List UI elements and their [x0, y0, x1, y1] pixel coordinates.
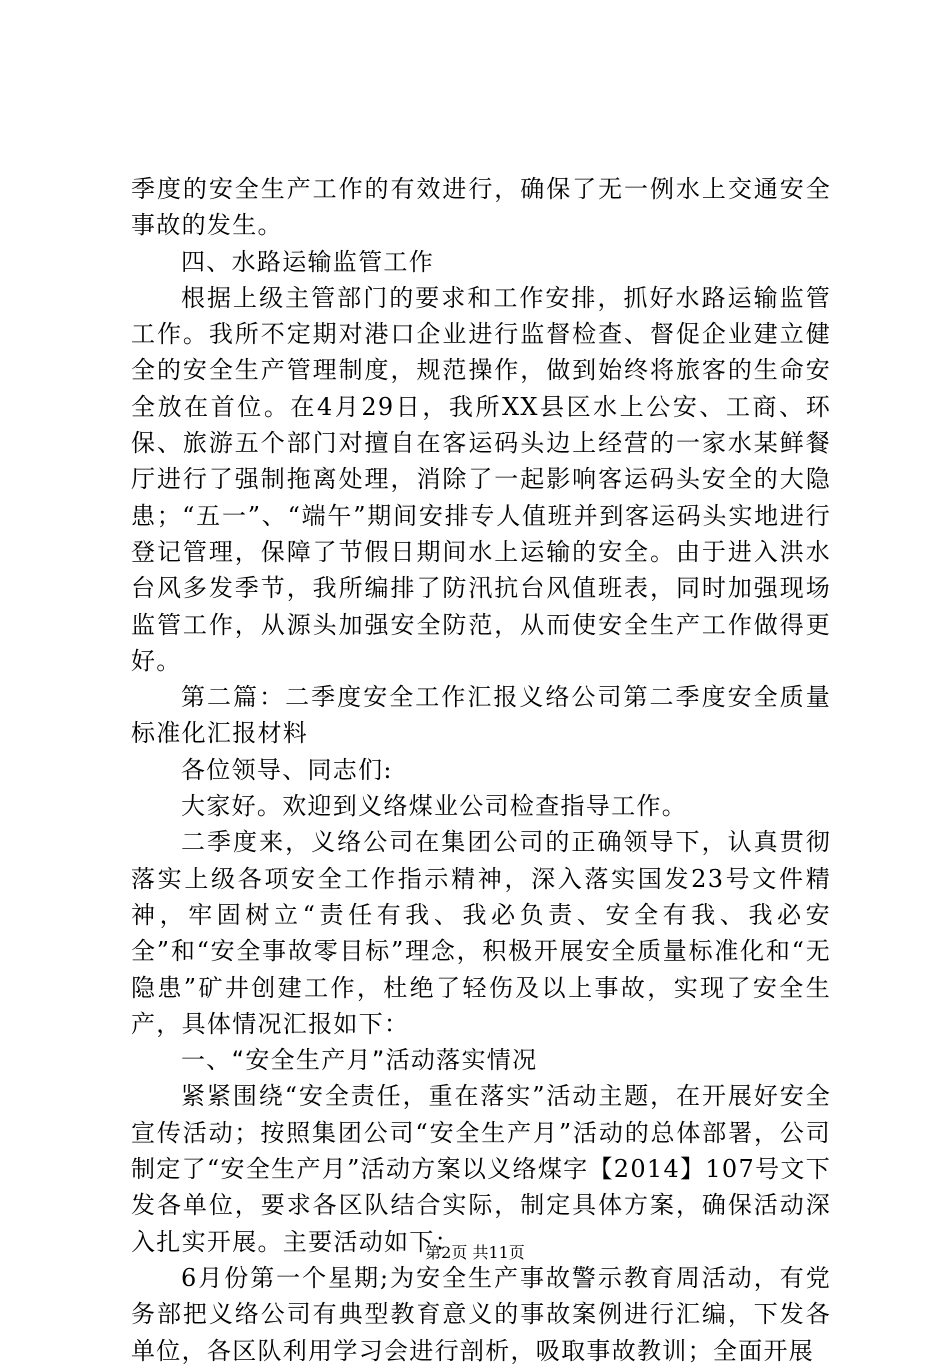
paragraph: 季度的安全生产工作的有效进行，确保了无一例水上交通安全事故的发生。 [131, 175, 831, 240]
section-heading: 四、水路运输监管工作 [181, 247, 434, 276]
paragraph: 二季度来，义络公司在集团公司的正确领导下，认真贯彻落实上级各项安全工作指示精神，深入落实国发23号文件精神，牢固树立“责任有我、我必负责、安全有我、我必安全”和“安全事故零目标”理念，积极开展安全质量标准化和“无隐患”矿井创建工作，杜绝了轻伤及以上事故，实现了安全生产，具体情况汇报如下： [131, 828, 831, 1038]
paragraph: 第二篇：二季度安全工作汇报义络公司第二季度安全质量标准化汇报材料 [131, 683, 831, 748]
paragraph: 各位领导、同志们: [181, 755, 393, 784]
page-number: 第2页 共11页 [425, 1243, 525, 1262]
paragraph: 根据上级主管部门的要求和工作安排，抓好水路运输监管工作。我所不定期对港口企业进行监督检查、督促企业建立健全的安全生产管理制度，规范操作，做到始终将旅客的生命安全放在首位。在4月29日，我所XX县区水上公安、工商、环保、旅游五个部门对擅自在客运码头边上经营的一家水某鲜餐厅进行了强制拖离处理，消除了一起影响客运码头安全的大隐患；“五一”、“端午”期间安排专人值班并到客运码头实地进行登记管理，保障了节假日期间水上运输的安全。由于进入洪水台风多发季节，我所编排了防汛抗台风值班表，同时加强现场监管工作，从源头加强安全防范，从而使安全生产工作做得更好。 [131, 283, 831, 675]
page-footer [0, 1243, 950, 1263]
document-body [131, 171, 831, 1369]
paragraph: 6月份第一个星期;为安全生产事故警示教育周活动，有党务部把义络公司有典型教育意义的事故案例进行汇编，下发各单位，各区队利用学习会进行剖析，吸取事故教训；全面开展 [131, 1263, 831, 1365]
paragraph: 紧紧围绕“安全责任，重在落实”活动主题，在开展好安全宣传活动；按照集团公司“安全生产月”活动的总体部署，公司制定了“安全生产月”活动方案以义络煤字【2014】107号文下发各单位，要求各区队结合实际，制定具体方案，确保活动深入扎实开展。主要活动如下： [131, 1082, 831, 1256]
section-heading: 一、“安全生产月”活动落实情况 [181, 1046, 538, 1075]
paragraph: 大家好。欢迎到义络煤业公司检查指导工作。 [181, 792, 687, 821]
